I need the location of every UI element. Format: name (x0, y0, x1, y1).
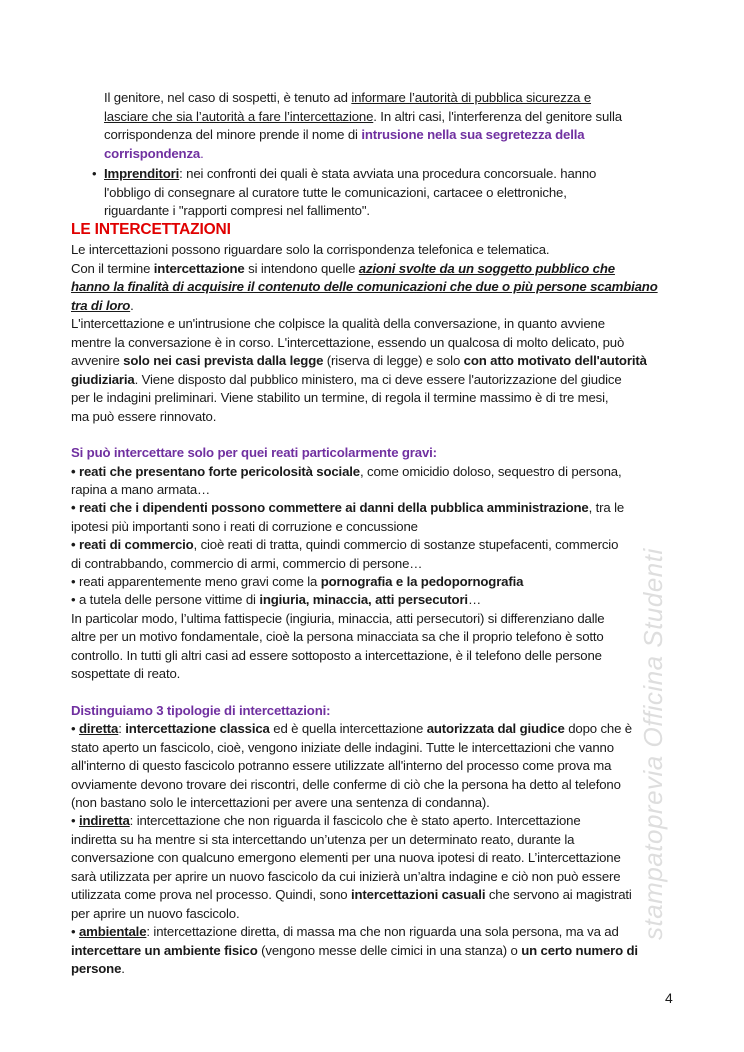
reati-item-3-cont: di contrabbando, commercio di armi, commercio di persone… (71, 556, 423, 571)
imprenditori-line-1: Imprenditori: nei confronti dei quali è stata avviata una procedura concorsuale. hanno (104, 166, 597, 181)
p2-line-6: ma può essere rinnovato. (71, 409, 217, 424)
reati-item-2: • reati che i dipendenti possono commettere ai danni della pubblica amministrazione, tra le (71, 500, 625, 515)
intro-line-2: lasciare che sia l’autorità a fare l’intercettazione. In altri casi, l'interferenza del genitore sulla (104, 109, 622, 124)
ambientale-line-2: intercettare un ambiente fisico (vengono messe delle cimici in una stanza) o un certo numero di (71, 943, 638, 958)
intro-line-1: Il genitore, nel caso di sospetti, è tenuto ad informare l’autorità di pubblica sicurezza e (104, 90, 592, 105)
indiretta-line-3: conversazione con qualcuno emergono elementi per una nuova ipotesi di reato. L’intercettazione (71, 850, 621, 865)
reati-item-2-cont: ipotesi più importanti sono i reati di corruzione e concussione (71, 519, 418, 534)
imprenditori-line-2: l'obbligo di consegnare al curatore tutte le comunicazioni, cartacee o elettroniche, (104, 185, 567, 200)
highlight-term: intrusione nella sua segretezza della (361, 127, 585, 142)
p1-line-4: tra di loro. (71, 298, 134, 313)
bullet-icon: • (92, 166, 97, 181)
reati-title: Si può intercettare solo per quei reati particolarmente gravi: (71, 445, 437, 460)
watermark: stampatoprevia Officina Studenti (638, 548, 668, 940)
indiretta-line-5: utilizzata come prova nel processo. Quindi, sono intercettazioni casuali che servono ai magistrati (71, 887, 632, 902)
diretta-line-4: ovviamente devono trovare dei riscontri, delle conferme di ciò che la persona ha detto al telefono (71, 777, 621, 792)
diretta-line-5: (non bastano solo le intercettazioni per avere una sentenza di condanna). (71, 795, 490, 810)
page-number: 4 (665, 990, 673, 1006)
p2-line-3: avvenire solo nei casi prevista dalla legge (riserva di legge) e solo con atto motivato dell'autorità (71, 353, 647, 368)
list-term: indiretta (78, 813, 130, 828)
indiretta-line-2: indiretta su ha mentre si sta intercettando un’utenza per un determinato reato, durante la (71, 832, 575, 847)
p2-line-2: mentre la conversazione è in corso. L'intercettazione, essendo un qualcosa di molto delicato, può (71, 335, 625, 350)
list-term: diretta (78, 721, 119, 736)
p2-line-5: per le indagini preliminari. Viene stabilito un termine, di regola il termine massimo è di tre mesi, (71, 390, 609, 405)
reati-item-5: • a tutela delle persone vittime di ingiuria, minaccia, atti persecutori… (71, 592, 481, 607)
reati-para-line-4: sospettate di reato. (71, 666, 181, 681)
section-heading: LE INTERCETTAZIONI (71, 221, 231, 238)
indiretta-line-4: sarà utilizzata per aprire un nuovo fascicolo da cui inizierà un’altra indagine e ciò non può essere (71, 869, 621, 884)
diretta-line-1: • diretta: intercettazione classica ed è quella intercettazione autorizzata dal giudice dopo che è (71, 721, 632, 736)
ambientale-line-1: • ambientale: intercettazione diretta, di massa ma che non riguarda una sola persona, ma va ad (71, 924, 619, 939)
reati-item-3: • reati di commercio, cioè reati di tratta, quindi commercio di sostanze stupefacenti, commercio (71, 537, 619, 552)
diretta-line-2: stato aperto un fascicolo, cioè, vengono iniziate delle indagini. Tutte le intercettazioni che vanno (71, 740, 614, 755)
underlined-phrase: informare l’autorità di pubblica sicurezza e (351, 90, 592, 105)
intro-line-4: corrispondenza. (104, 146, 204, 161)
reati-item-1: • reati che presentano forte pericolosità sociale, come omicidio doloso, sequestro di persona, (71, 464, 622, 479)
tipologie-title: Distinguiamo 3 tipologie di intercettazioni: (71, 703, 331, 718)
definition-phrase: azioni svolte da un soggetto pubblico che (358, 261, 615, 276)
highlight-term: corrispondenza (104, 146, 201, 161)
indiretta-line-1: • indiretta: intercettazione che non riguarda il fascicolo che è stato aperto. Intercettazione (71, 813, 581, 828)
p2-line-1: L'intercettazione e un'intrusione che colpisce la qualità della conversazione, in quanto avviene (71, 316, 605, 331)
p1-line-1: Le intercettazioni possono riguardare solo la corrispondenza telefonica e telematica. (71, 242, 550, 257)
reati-para-line-2: altre per un motivo fondamentale, cioè la persona minacciata sa che il proprio telefono è sotto (71, 629, 604, 644)
ambientale-line-3: persone. (71, 961, 125, 976)
intro-line-3: corrispondenza del minore prende il nome di intrusione nella sua segretezza della (104, 127, 585, 142)
reati-item-1-cont: rapina a mano armata… (71, 482, 211, 497)
p1-line-3: hanno la finalità di acquisire il contenuto delle comunicazioni che due o più persone scambiano (71, 279, 658, 294)
reati-item-4: • reati apparentemente meno gravi come la pornografia e la pedopornografia (71, 574, 524, 589)
underlined-phrase: lasciare che sia l’autorità a fare l’intercettazione (104, 109, 374, 124)
diretta-line-3: all'interno di questo fascicolo potranno essere utilizzate all'interno del processo come prova ma (71, 758, 612, 773)
list-term: Imprenditori (104, 166, 180, 181)
imprenditori-line-3: riguardante i "rapporti compresi nel fallimento". (104, 203, 370, 218)
p1-line-2: Con il termine intercettazione si intendono quelle azioni svolte da un soggetto pubblico che (71, 261, 615, 276)
p2-line-4: giudiziaria. Viene disposto dal pubblico ministero, ma ci deve essere l'autorizzazione del giudice (71, 372, 622, 387)
reati-para-line-3: controllo. In tutti gli altri casi ad essere sottoposto a intercettazione, è il telefono delle persone (71, 648, 602, 663)
indiretta-line-6: per aprire un nuovo fascicolo. (71, 906, 240, 921)
list-term: ambientale (78, 924, 147, 939)
reati-para-line-1: In particolar modo, l’ultima fattispecie (ingiuria, minaccia, atti persecutori) si differenziano dalle (71, 611, 605, 626)
